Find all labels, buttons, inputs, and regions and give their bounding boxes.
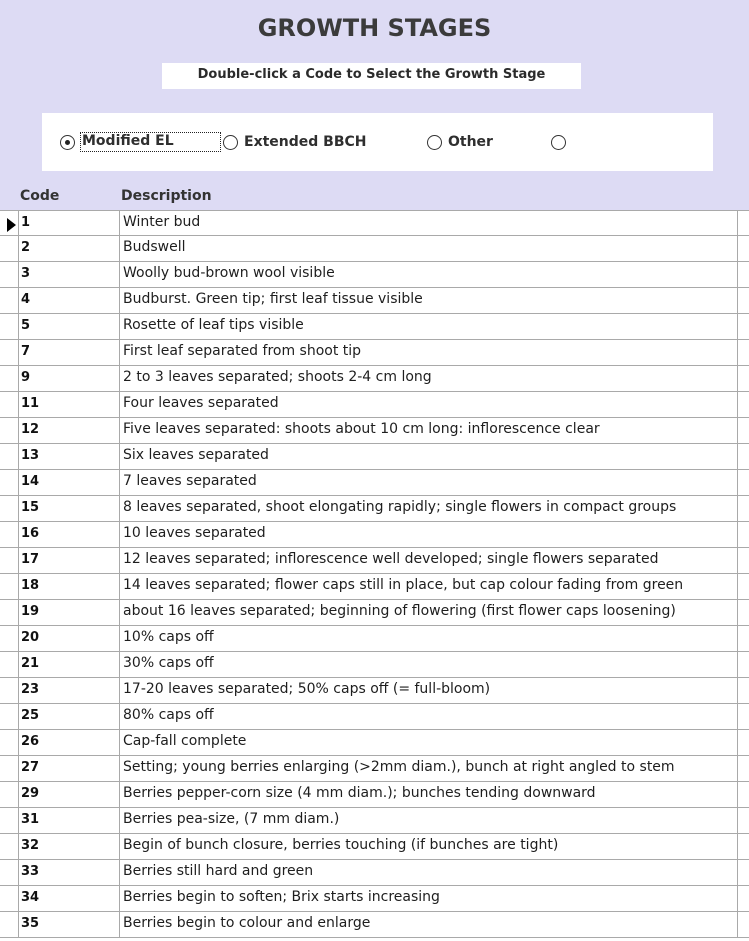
code-cell[interactable]: 31 [18,808,119,833]
record-selector[interactable] [0,548,18,573]
record-selector[interactable] [0,808,18,833]
description-cell[interactable]: Berries pea-size, (7 mm diam.) [119,808,738,833]
table-row[interactable] [0,626,749,652]
description-cell[interactable]: Berries begin to soften; Brix starts increasing [119,886,738,911]
description-cell[interactable]: 80% caps off [119,704,738,729]
table-row[interactable] [0,444,749,470]
radio-unlabeled[interactable] [551,135,566,150]
record-selector[interactable] [0,522,18,547]
record-selector[interactable] [0,574,18,599]
record-selector[interactable] [0,730,18,755]
record-selector[interactable] [0,834,18,859]
record-selector[interactable] [0,340,18,365]
growth-stage-table [0,210,749,938]
record-selector[interactable] [0,236,18,261]
record-selector[interactable] [0,262,18,287]
table-row[interactable] [0,236,749,262]
option-other[interactable] [427,130,493,154]
description-cell[interactable]: Four leaves separated [119,392,738,417]
code-cell[interactable]: 29 [18,782,119,807]
description-cell[interactable]: 2 to 3 leaves separated; shoots 2-4 cm long [119,366,738,391]
form-header [0,0,749,210]
radio-modified-el[interactable] [60,135,75,150]
table-row[interactable] [0,652,749,678]
record-selector[interactable] [0,314,18,339]
code-cell[interactable]: 18 [18,574,119,599]
record-selector[interactable] [0,678,18,703]
description-cell[interactable]: 10 leaves separated [119,522,738,547]
table-row[interactable] [0,834,749,860]
radio-extended-bbch[interactable] [223,135,238,150]
table-row[interactable] [0,782,749,808]
code-cell[interactable]: 21 [18,652,119,677]
option-modified-el[interactable] [60,130,220,154]
table-row[interactable] [0,314,749,340]
table-row[interactable] [0,886,749,912]
description-cell[interactable]: 17-20 leaves separated; 50% caps off (= full-bloom) [119,678,738,703]
code-cell[interactable]: 9 [18,366,119,391]
record-selector[interactable] [0,418,18,443]
table-row[interactable] [0,730,749,756]
description-cell[interactable]: 10% caps off [119,626,738,651]
code-cell[interactable]: 25 [18,704,119,729]
code-cell[interactable]: 14 [18,470,119,495]
record-selector[interactable] [0,470,18,495]
stage-scale-option-group [42,113,713,171]
record-selector[interactable] [0,626,18,651]
code-cell[interactable]: 4 [18,288,119,313]
table-row[interactable] [0,288,749,314]
table-row[interactable] [0,600,749,626]
code-cell[interactable]: 2 [18,236,119,261]
option-extended-bbch[interactable] [223,130,367,154]
code-cell[interactable]: 3 [18,262,119,287]
record-selector[interactable] [0,444,18,469]
table-row[interactable] [0,262,749,288]
description-cell[interactable]: about 16 leaves separated; beginning of flowering (first flower caps loosening) [119,600,738,625]
description-cell[interactable]: Berries begin to colour and enlarge [119,912,738,937]
record-selector[interactable] [0,288,18,313]
record-selector[interactable] [0,211,18,236]
page-title: GROWTH STAGES [257,14,492,42]
description-cell[interactable]: 30% caps off [119,652,738,677]
table-row[interactable] [0,210,749,236]
description-cell[interactable]: Woolly bud-brown wool visible [119,262,738,287]
code-cell[interactable]: 20 [18,626,119,651]
table-row[interactable] [0,522,749,548]
description-cell[interactable]: Begin of bunch closure, berries touching (if bunches are tight) [119,834,738,859]
description-cell[interactable]: Five leaves separated: shoots about 10 cm long: inflorescence clear [119,418,738,443]
description-cell[interactable]: Winter bud [119,211,738,236]
record-selector[interactable] [0,600,18,625]
option-other-label[interactable]: Other [448,134,493,150]
table-row[interactable] [0,548,749,574]
code-cell[interactable]: 34 [18,886,119,911]
record-selector[interactable] [0,886,18,911]
table-row[interactable] [0,808,749,834]
code-cell[interactable]: 33 [18,860,119,885]
record-selector[interactable] [0,782,18,807]
column-header-description: Description [121,188,212,204]
description-cell[interactable]: Rosette of leaf tips visible [119,314,738,339]
code-cell[interactable]: 7 [18,340,119,365]
instruction-banner: Double-click a Code to Select the Growth Stage [162,63,581,89]
table-row[interactable] [0,574,749,600]
description-cell[interactable]: 8 leaves separated, shoot elongating rapidly; single flowers in compact groups [119,496,738,521]
table-row[interactable] [0,340,749,366]
code-cell[interactable]: 1 [18,211,119,236]
code-cell[interactable]: 35 [18,912,119,937]
table-row[interactable] [0,496,749,522]
description-cell[interactable]: Budswell [119,236,738,261]
code-cell[interactable]: 11 [18,392,119,417]
record-selector[interactable] [0,652,18,677]
table-row[interactable] [0,392,749,418]
code-cell[interactable]: 27 [18,756,119,781]
code-cell[interactable]: 19 [18,600,119,625]
column-header-code: Code [20,188,60,204]
code-cell[interactable]: 12 [18,418,119,443]
record-selector[interactable] [0,496,18,521]
description-cell[interactable]: First leaf separated from shoot tip [119,340,738,365]
table-row[interactable] [0,756,749,782]
record-selector[interactable] [0,860,18,885]
description-cell[interactable]: Berries still hard and green [119,860,738,885]
record-selector[interactable] [0,756,18,781]
code-cell[interactable]: 32 [18,834,119,859]
description-cell[interactable]: Berries pepper-corn size (4 mm diam.); bunches tending downward [119,782,738,807]
option-modified-el-label[interactable]: Modified EL [81,133,220,151]
description-cell[interactable]: Cap-fall complete [119,730,738,755]
table-row[interactable] [0,678,749,704]
table-row[interactable] [0,418,749,444]
table-row[interactable] [0,704,749,730]
code-cell[interactable]: 17 [18,548,119,573]
code-cell[interactable]: 26 [18,730,119,755]
record-selector[interactable] [0,704,18,729]
description-cell[interactable]: Setting; young berries enlarging (>2mm diam.), bunch at right angled to stem [119,756,738,781]
record-selector[interactable] [0,366,18,391]
radio-other[interactable] [427,135,442,150]
table-row[interactable] [0,860,749,886]
code-cell[interactable]: 5 [18,314,119,339]
code-cell[interactable]: 15 [18,496,119,521]
description-cell[interactable]: 14 leaves separated; flower caps still in place, but cap colour fading from green [119,574,738,599]
code-cell[interactable]: 13 [18,444,119,469]
description-cell[interactable]: Budburst. Green tip; first leaf tissue visible [119,288,738,313]
record-selector[interactable] [0,392,18,417]
current-record-arrow-icon [7,218,16,232]
table-row[interactable] [0,366,749,392]
description-cell[interactable]: 7 leaves separated [119,470,738,495]
description-cell[interactable]: Six leaves separated [119,444,738,469]
option-unlabeled[interactable] [551,130,572,154]
option-extended-bbch-label[interactable]: Extended BBCH [244,134,367,150]
code-cell[interactable]: 23 [18,678,119,703]
table-row[interactable] [0,912,749,938]
table-row[interactable] [0,470,749,496]
description-cell[interactable]: 12 leaves separated; inflorescence well developed; single flowers separated [119,548,738,573]
record-selector[interactable] [0,912,18,937]
code-cell[interactable]: 16 [18,522,119,547]
